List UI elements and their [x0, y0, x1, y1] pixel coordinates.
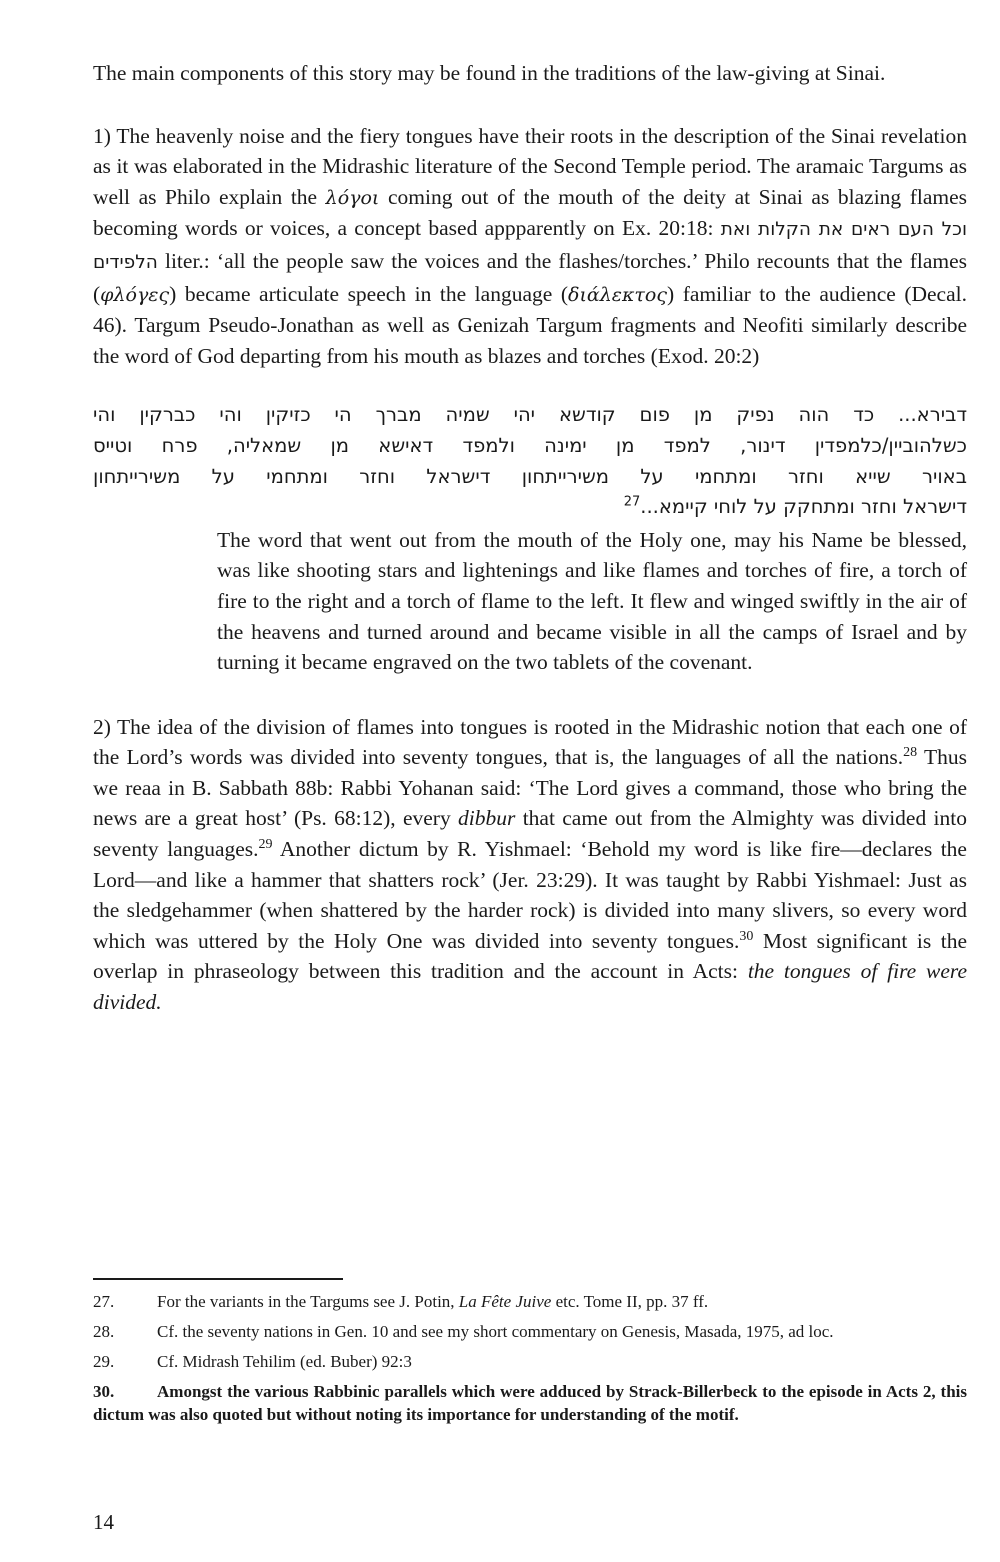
footnote-text: For the variants in the Targums see J. Potin, [157, 1292, 459, 1311]
footnotes [93, 1290, 967, 1433]
intro-paragraph: The main components of this story may be found in the traditions of the law-giving at Sinai. [93, 61, 886, 85]
paragraph-1-text-e: ) familiar to the audience (Decal. 46). Targum Pseudo-Jonathan as well as Genizah Targum fragments and Neofiti similarly describe the word of God departing from his mouth as blazes and torches (Exod. 20:2) [93, 281, 967, 368]
paragraph-1 [93, 121, 967, 372]
footnote-text-b: etc. Tome II, pp. 37 ff. [551, 1292, 709, 1311]
greek-phloges: φλόγες [100, 283, 170, 306]
footnote-ref-27[interactable]: 27 [623, 494, 641, 510]
paragraph-2-text-d: Another dictum by R. Yishmael: ‘Behold my word is like fire—declares the Lord—and like a hammer that shatters rock’ (Jer. 23:29). It was taught by Rabbi Yishmael: Just as the sledgehammer (when shattered by the harder rock) is divided into many slivers, so every word which was uttered by the Holy One was divided into seventy tongues. [93, 837, 967, 953]
hebrew-targum-quote [93, 400, 967, 522]
footnote-28 [93, 1320, 967, 1343]
dibbur-term: dibbur [458, 806, 516, 831]
footnote-number: 28. [93, 1322, 115, 1341]
paragraph-2-text-b: Thus we reaa in B. Sabbath 88b: Rabbi Yohanan said: ‘The Lord gives a command, those who bring the news are a great host’ (Ps. 68:12), every [93, 745, 967, 831]
footnote-text: Amongst the various Rabbinic parallels which were adduced by Strack-Billerbeck to the episode in Acts 2, this dictum was also quoted but without noting its importance for understanding of the motif. [93, 1382, 967, 1424]
hebrew-line-4 [93, 492, 967, 523]
footnote-text: Cf. Midrash Tehilim (ed. Buber) 92:3 [157, 1352, 412, 1371]
hebrew-exodus-quote: וכל העם ראים את הקלות ואת הלפידים [93, 219, 967, 273]
footnote-29 [93, 1350, 967, 1373]
greek-dialektos: διάλεκτος [568, 283, 668, 306]
footnote-text: Cf. the seventy nations in Gen. 10 and see my short commentary on Genesis, Masada, 1975, ad loc. [157, 1322, 834, 1341]
paragraph-1-text-c: liter.: ‘all the people saw the voices and the flashes/torches.’ Philo recounts that the flames ( [93, 248, 968, 306]
hebrew-line-1: דבירא... כד הוה נפיק מן פום קודשא יהי שמיה מברך הי כזיקין והי כברקין והי [93, 403, 967, 427]
paragraph-2-italic-end: the tongues of fire were divided. [93, 959, 967, 1015]
footnote-number: 29. [93, 1352, 115, 1371]
footnote-number: 27. [93, 1292, 115, 1311]
paragraph-1-text-d: ) became articulate speech in the language ( [169, 281, 568, 306]
translation-block: The word that went out from the mouth of the Holy one, may his Name be blessed, was like shooting stars and lightenings and like flames and torches of fire, a torch of fire to the right and a torch of flame to the left. It flew and winged swiftly in the air of the heavens and turned around and became visible in all the camps of Israel and by turning it became engraved on the two tablets of the covenant. [217, 527, 967, 675]
paragraph-2-text-a: The idea of the division of flames into tongues is rooted in the Midrashic notion that each one of the Lord’s words was divided into seventy tongues, that is, the languages of all the nations. [93, 714, 967, 770]
page-number: 14 [93, 1510, 114, 1534]
footnote-ref-29[interactable]: 29 [258, 836, 273, 852]
main-text [93, 58, 967, 1018]
footnote-divider [93, 1278, 343, 1280]
paragraph-1-label: 1) [93, 123, 111, 148]
footnote-italic: La Fête Juive [458, 1292, 552, 1311]
paragraph-2 [93, 712, 967, 1018]
paragraph-2-text-c: that came out from the Almighty was divided into seventy languages. [93, 806, 967, 862]
footnote-27 [93, 1290, 967, 1313]
paragraph-2-label: 2) [93, 714, 111, 739]
footnote-30 [93, 1380, 967, 1426]
hebrew-line-2: כשלהוביין/כלמפדין דינור, למפד מן ימינה ולמפד דאישא מן שמאליה, פרח וטייס [93, 433, 967, 457]
footnote-number: 30. [93, 1382, 115, 1401]
greek-logoi: λόγοι [325, 186, 380, 209]
footnote-ref-30[interactable]: 30 [739, 928, 754, 944]
hebrew-line-3: באויר שייא וחזר ומתחמי על משירייתחון דישראל וחזר ומתחמי על משירייתחון [93, 464, 967, 488]
hebrew-line-4-text: דישראל וחזר ומתחקק על לוחי קיימא... [640, 495, 967, 519]
footnote-ref-28[interactable]: 28 [903, 745, 918, 761]
paragraph-2-text-e: Most significant is the overlap in phraseology between this tradition and the account in Acts: [93, 928, 967, 984]
paragraph-1-text-a: The heavenly noise and the fiery tongues have their roots in the description of the Sinai revelation as it was elaborated in the Midrashic literature of the Second Temple period. The aramaic Targums as well as Philo explain the [93, 123, 967, 209]
paragraph-1-text-b: coming out of the mouth of the deity at Sinai as blazing flames becoming words or voices, a concept based appparently on Ex. 20:18: [93, 184, 968, 241]
